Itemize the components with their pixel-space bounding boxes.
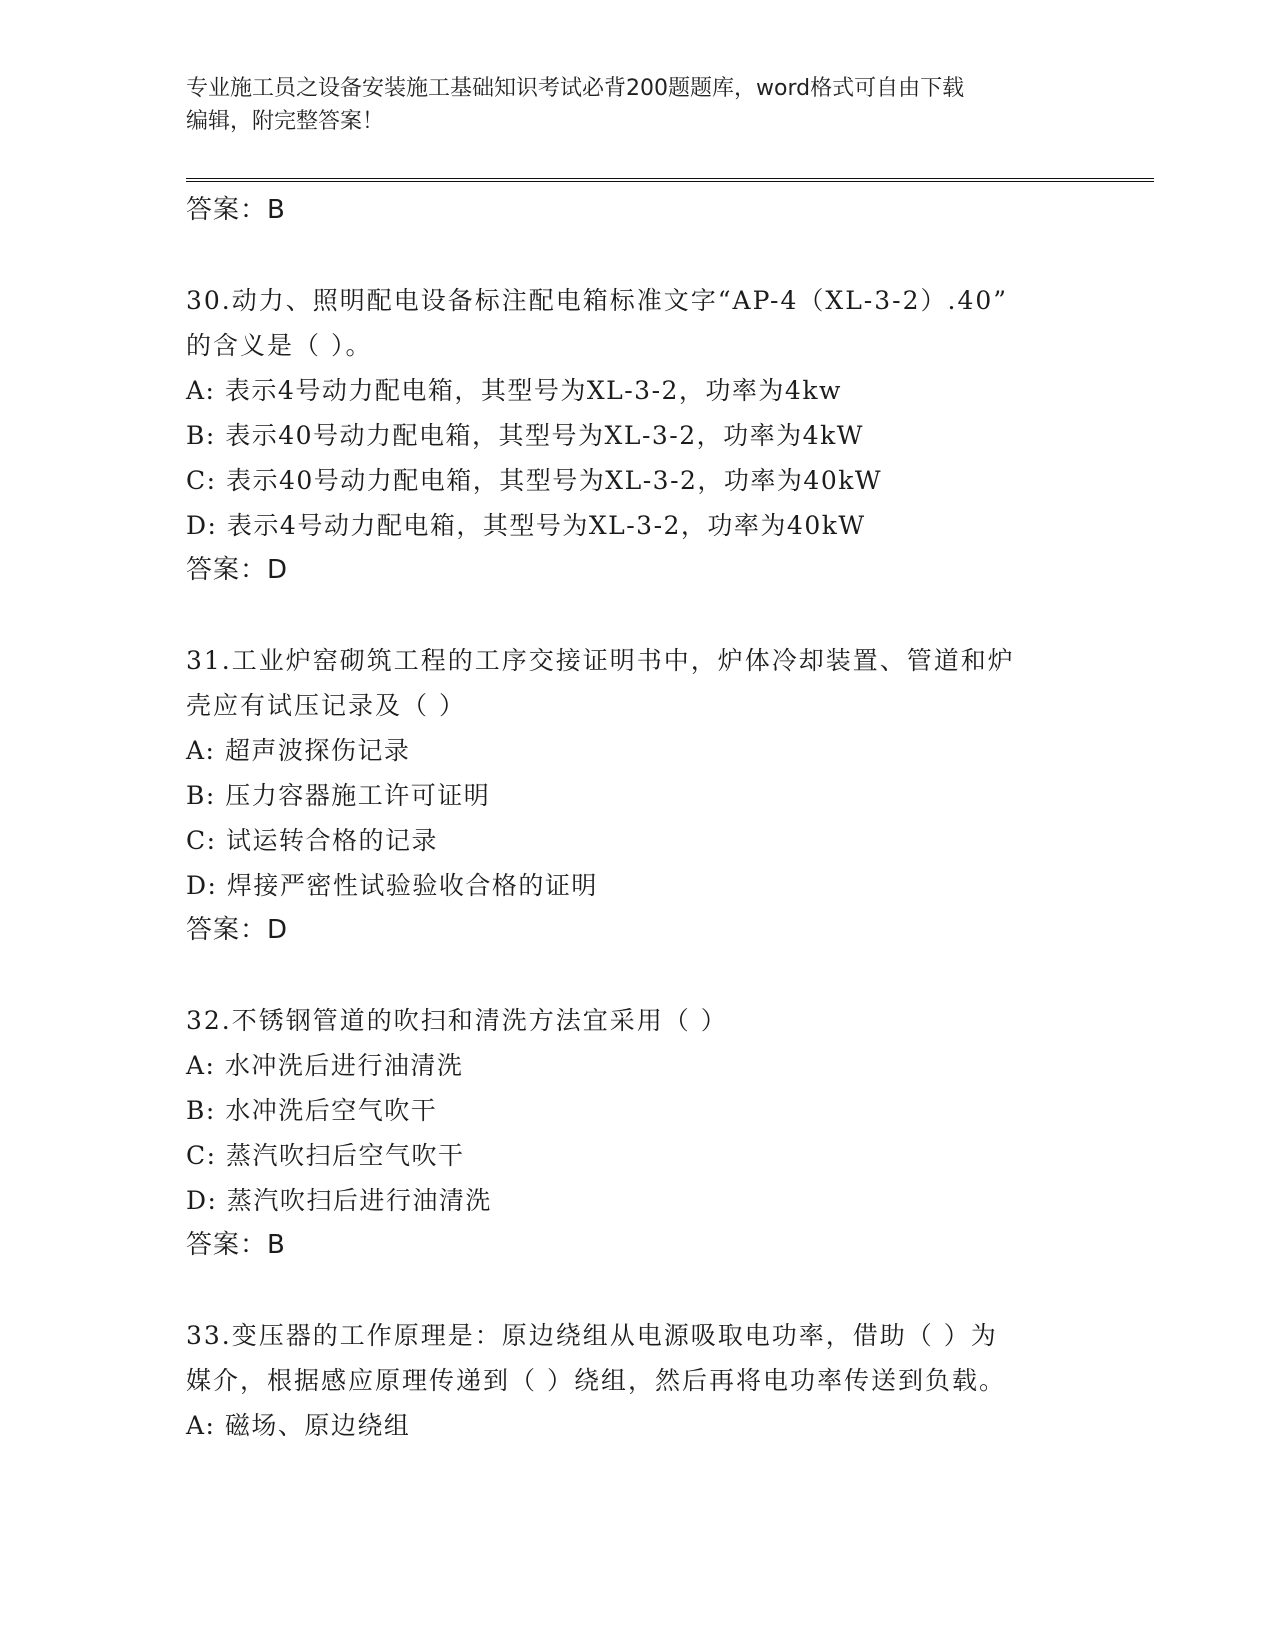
page-header <box>186 72 1086 138</box>
option-c: C: 蒸汽吹扫后空气吹干 <box>186 1141 465 1170</box>
option-a: A: 水冲洗后进行油清洗 <box>186 1051 464 1080</box>
spacer <box>186 1268 1146 1313</box>
question-text: 32.不锈钢管道的吹扫和清洗方法宜采用（ ） <box>186 1006 728 1035</box>
question-text: 30.动力、照明配电设备标注配电箱标准文字“AP-4（XL-3-2）.40” <box>186 286 1009 315</box>
question-list <box>186 188 1146 1448</box>
option-c: C: 表示40号动力配电箱，其型号为XL-3-2，功率为40kW <box>186 466 883 495</box>
question-text: 的含义是（ ）。 <box>186 331 373 360</box>
spacer <box>186 953 1146 998</box>
question-block <box>186 998 1146 1268</box>
option-d: D: 蒸汽吹扫后进行油清洗 <box>186 1186 492 1215</box>
header-divider <box>186 178 1154 182</box>
option-a: A: 磁场、原边绕组 <box>186 1411 411 1440</box>
answer-line: 答案：B <box>186 1230 286 1260</box>
question-block <box>186 638 1146 953</box>
question-text: 媒介，根据感应原理传递到（ ）绕组，然后再将电功率传送到负载。 <box>186 1366 1006 1395</box>
question-block <box>186 278 1146 593</box>
option-c: C: 试运转合格的记录 <box>186 826 438 855</box>
answer-line: 答案：D <box>186 915 289 945</box>
answer-line: 答案：B <box>186 195 286 225</box>
option-d: D: 焊接严密性试验验收合格的证明 <box>186 871 598 900</box>
spacer <box>186 593 1146 638</box>
option-b: B: 水冲洗后空气吹干 <box>186 1096 438 1125</box>
question-text: 31.工业炉窑砌筑工程的工序交接证明书中，炉体冷却装置、管道和炉 <box>186 646 1015 675</box>
option-a: A: 表示4号动力配电箱，其型号为XL-3-2，功率为4kw <box>186 376 842 405</box>
option-b: B: 压力容器施工许可证明 <box>186 781 491 810</box>
option-b: B: 表示40号动力配电箱，其型号为XL-3-2，功率为4kW <box>186 421 864 450</box>
header-line-2: 编辑，附完整答案！ <box>186 109 385 134</box>
option-a: A: 超声波探伤记录 <box>186 736 411 765</box>
option-d: D: 表示4号动力配电箱，其型号为XL-3-2，功率为40kW <box>186 511 866 540</box>
spacer <box>186 233 1146 278</box>
question-text: 壳应有试压记录及（ ） <box>186 691 466 720</box>
question-block <box>186 1313 1146 1448</box>
header-line-1: 专业施工员之设备安装施工基础知识考试必背200题题库，word格式可自由下载 <box>186 76 965 101</box>
question-text: 33.变压器的工作原理是：原边绕组从电源吸取电功率，借助（ ）为 <box>186 1321 998 1350</box>
answer-line: 答案：D <box>186 555 289 585</box>
